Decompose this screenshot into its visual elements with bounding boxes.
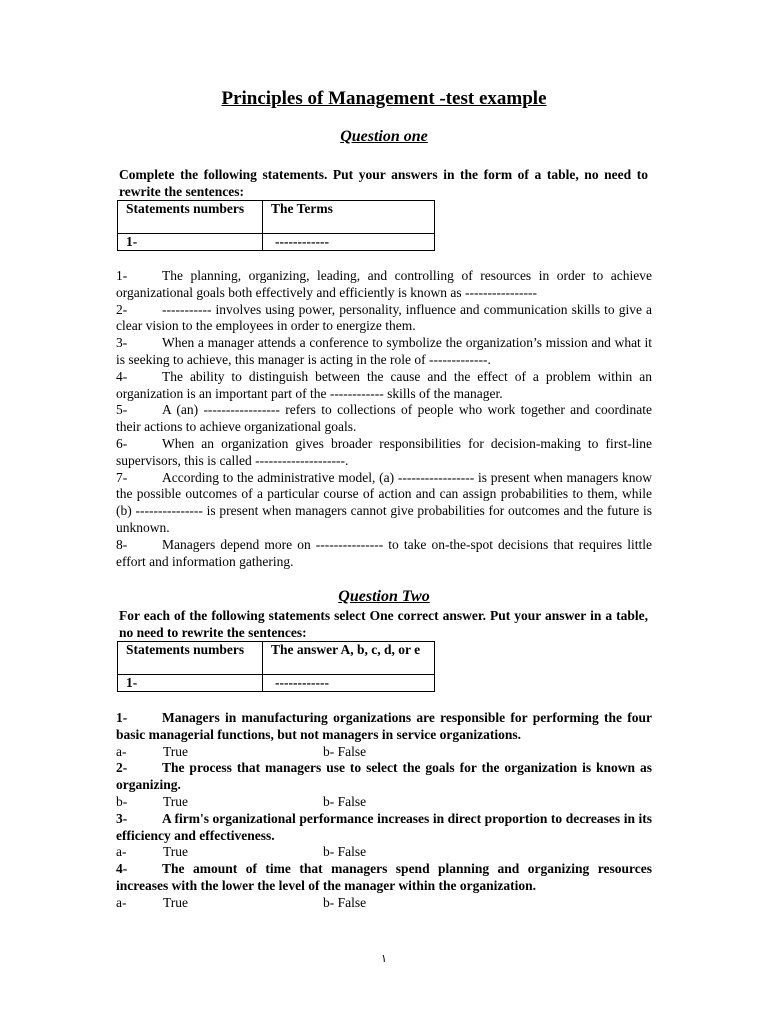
question-two-heading: Question Two [338, 588, 430, 605]
statement-item [116, 436, 652, 470]
statement-number: 1- [116, 710, 128, 725]
page-number: ١ [381, 953, 387, 965]
statement-number: 4- [116, 861, 128, 877]
table-cell: ------------ [263, 234, 435, 251]
statement-number: 8- [116, 536, 128, 552]
statement-number: 3- [116, 335, 128, 351]
option-false: b- False [323, 793, 367, 809]
statement-text: The planning, organizing, leading, and controlling of resources in order to achieve organizational goals both effectively and efficiently is known as ---------------- [116, 268, 652, 300]
statement-text: ----------- involves using power, personality, influence and communication skills to give a clear vision to the employees in order to energize them. [116, 301, 652, 334]
statement-text: Managers in manufacturing organizations are responsible for performing the four basic managerial functions, but not managers in service organizations. [116, 710, 652, 742]
answer-options [116, 744, 652, 761]
statement-number: 2- [116, 301, 128, 317]
option-a-label: a- [116, 844, 127, 860]
statement-text: When a manager attends a conference to symbolize the organization’s mission and what it is seeking to achieve, this manager is acting in the role of -------------. [116, 335, 652, 367]
statement-number: 4- [116, 368, 128, 384]
statement-text: The amount of time that managers spend planning and organizing resources increases with the lower the level of the manager within the organization. [116, 861, 652, 893]
answer-options [116, 794, 652, 811]
table-header-cell: The answer A, b, c, d, or e [263, 642, 435, 675]
option-false: b- False [323, 743, 367, 759]
option-false: b- False [323, 844, 367, 860]
table-header-cell: Statements numbers [118, 201, 263, 234]
option-true: True [163, 894, 189, 910]
answer-options [116, 895, 652, 912]
table-header-row [118, 642, 435, 675]
statement-item [116, 268, 652, 302]
page-title: Principles of Management -test example [221, 88, 547, 109]
statement-item [116, 760, 652, 794]
statement-item [116, 335, 652, 369]
question-one-instruction: Complete the following statements. Put your answers in the form of a table, no need to rewrite the sentences: [119, 167, 648, 199]
statement-item [116, 811, 652, 845]
statement-number: 6- [116, 435, 128, 451]
answer-options [116, 844, 652, 861]
table-header-row [118, 201, 435, 234]
option-a-label: b- [116, 793, 128, 809]
statement-item [116, 302, 652, 336]
option-true: True [163, 844, 189, 860]
statement-text: A (an) ----------------- refers to collections of people who work together and coordinate their actions to achieve organizational goals. [116, 402, 652, 435]
question-two-statements [116, 710, 652, 912]
question-one-heading: Question one [340, 128, 428, 145]
statement-text: Managers depend more on --------------- to take on-the-spot decisions that requires little effort and information gathering. [116, 536, 652, 569]
statement-item [116, 369, 652, 403]
question-two-instruction: For each of the following statements select One correct answer. Put your answer in a table, no need to rewrite the sentences: [119, 608, 648, 640]
statement-text: A firm's organizational performance increases in direct proportion to decreases in its efficiency and effectiveness. [116, 810, 652, 843]
statement-number: 2- [116, 760, 128, 776]
statement-text: The ability to distinguish between the cause and the effect of a problem within an organization is an important part of the ------------ skills of the manager. [116, 368, 652, 401]
statement-number: 3- [116, 810, 128, 826]
option-true: True [163, 743, 189, 759]
table-header-cell: Statements numbers [118, 642, 263, 675]
table-row [118, 675, 435, 692]
statement-number: 7- [116, 469, 128, 485]
statement-item [116, 710, 652, 744]
option-a-label: a- [116, 894, 127, 910]
statement-item [116, 537, 652, 571]
statement-item [116, 470, 652, 537]
question-one-statements [116, 268, 652, 570]
statement-text: According to the administrative model, (a) ----------------- is present when managers know the possible outcomes of a particular course of action and can assign probabilities to them, while (b) --------------- is present when managers cannot give probabilities for outcomes and the future is unknown. [116, 469, 652, 535]
option-false: b- False [323, 894, 367, 910]
statement-text: When an organization gives broader responsibilities for decision-making to first-line supervisors, this is called --------------------. [116, 435, 652, 468]
statement-item [116, 402, 652, 436]
question-one-answer-table [117, 200, 435, 251]
table-header-cell: The Terms [263, 201, 435, 234]
table-cell: 1- [118, 234, 263, 251]
table-cell: ------------ [263, 675, 435, 692]
option-a-label: a- [116, 743, 127, 759]
table-cell: 1- [118, 675, 263, 692]
statement-text: The process that managers use to select the goals for the organization is known as organizing. [116, 760, 652, 793]
question-two-answer-table [117, 641, 435, 692]
statement-number: 1- [116, 268, 128, 283]
option-true: True [163, 793, 189, 809]
statement-item [116, 861, 652, 895]
table-row [118, 234, 435, 251]
statement-number: 5- [116, 402, 128, 418]
